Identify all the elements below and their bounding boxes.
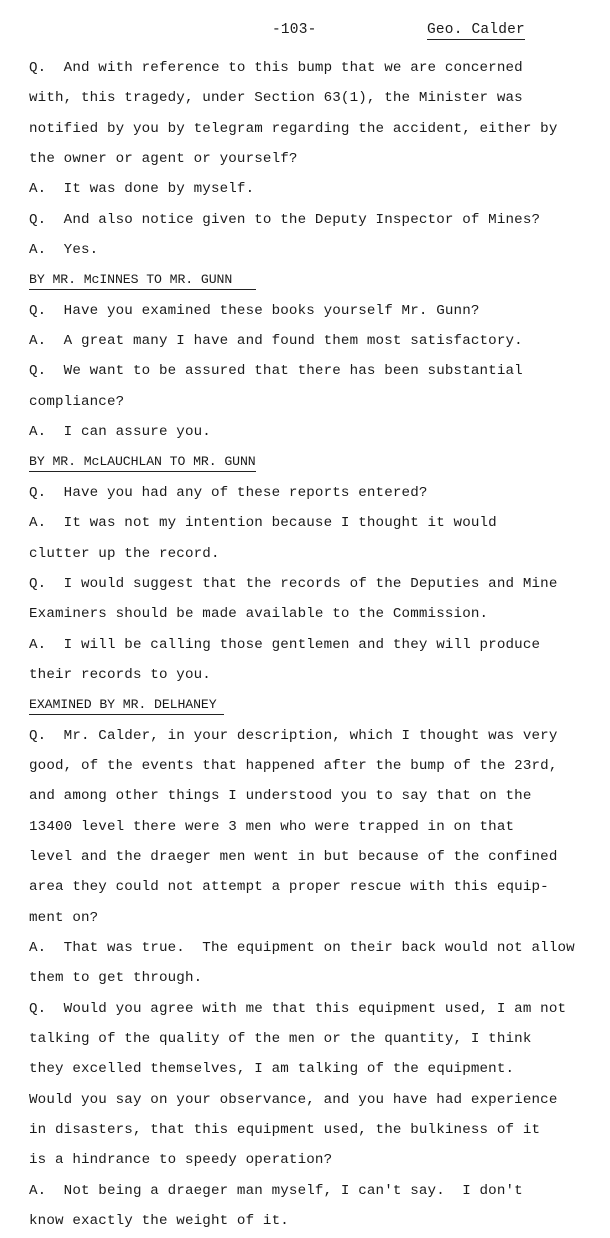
section-heading	[29, 690, 604, 720]
page-header	[0, 22, 610, 44]
question-line: good, of the events that happened after the bump of the 23rd,	[29, 757, 558, 774]
answer-line: A. I can assure you.	[29, 424, 211, 441]
question-line: Q. And also notice given to the Deputy Inspector of Mines?	[29, 211, 541, 228]
question-line: notified by you by telegram regarding the accident, either by	[29, 120, 558, 137]
answer-line: clutter up the record.	[29, 545, 220, 562]
question-line: in disasters, that this equipment used, the bulkiness of it	[29, 1122, 541, 1139]
question-line: and among other things I understood you to say that on the	[29, 788, 532, 805]
question-line: Would you say on your observance, and you have had experience	[29, 1091, 558, 1108]
question-line: with, this tragedy, under Section 63(1), the Minister was	[29, 90, 523, 107]
section-heading	[29, 447, 604, 477]
question-line: area they could not attempt a proper rescue with this equip-	[29, 879, 549, 896]
question-line: the owner or agent or yourself?	[29, 151, 298, 168]
question-line: compliance?	[29, 393, 125, 410]
section-heading-text: BY MR. McLAUCHLAN TO MR. GUNN	[29, 453, 256, 472]
answer-line: A. Not being a draeger man myself, I can't say. I don't	[29, 1182, 523, 1199]
question-line: Examiners should be made available to the Commission.	[29, 606, 489, 623]
answer-line: A. Yes.	[29, 242, 99, 259]
witness-name: Geo. Calder	[427, 22, 525, 38]
transcript-body	[29, 53, 604, 1236]
question-line: level and the draeger men went in but because of the confined	[29, 848, 558, 865]
section-heading	[29, 265, 604, 295]
question-line: Q. Have you examined these books yourself Mr. Gunn?	[29, 302, 480, 319]
question-line: ment on?	[29, 909, 99, 926]
question-line: they excelled themselves, I am talking of the equipment.	[29, 1061, 515, 1078]
answer-line: A. I will be calling those gentlemen and they will produce	[29, 636, 541, 653]
question-line: Q. Have you had any of these reports entered?	[29, 484, 428, 501]
answer-line: A. A great many I have and found them most satisfactory.	[29, 333, 523, 350]
question-line: is a hindrance to speedy operation?	[29, 1152, 333, 1169]
question-line: Q. Would you agree with me that this equipment used, I am not	[29, 1000, 567, 1017]
question-line: 13400 level there were 3 men who were trapped in on that	[29, 818, 515, 835]
question-line: Q. Mr. Calder, in your description, which I thought was very	[29, 727, 558, 744]
page-number: -103-	[272, 22, 317, 38]
answer-line: them to get through.	[29, 970, 203, 987]
answer-line: know exactly the weight of it.	[29, 1213, 289, 1230]
answer-line: A. That was true. The equipment on their back would not allow	[29, 939, 575, 956]
section-heading-text: EXAMINED BY MR. DELHANEY	[29, 696, 224, 715]
question-line: Q. We want to be assured that there has been substantial	[29, 363, 523, 380]
answer-line: A. It was done by myself.	[29, 181, 255, 198]
question-line: Q. I would suggest that the records of the Deputies and Mine	[29, 575, 558, 592]
answer-line: A. It was not my intention because I thought it would	[29, 515, 497, 532]
question-line: Q. And with reference to this bump that we are concerned	[29, 60, 523, 76]
question-line: talking of the quality of the men or the quantity, I think	[29, 1031, 532, 1047]
answer-line: their records to you.	[29, 666, 211, 683]
section-heading-text: BY MR. McINNES TO MR. GUNN	[29, 271, 256, 290]
